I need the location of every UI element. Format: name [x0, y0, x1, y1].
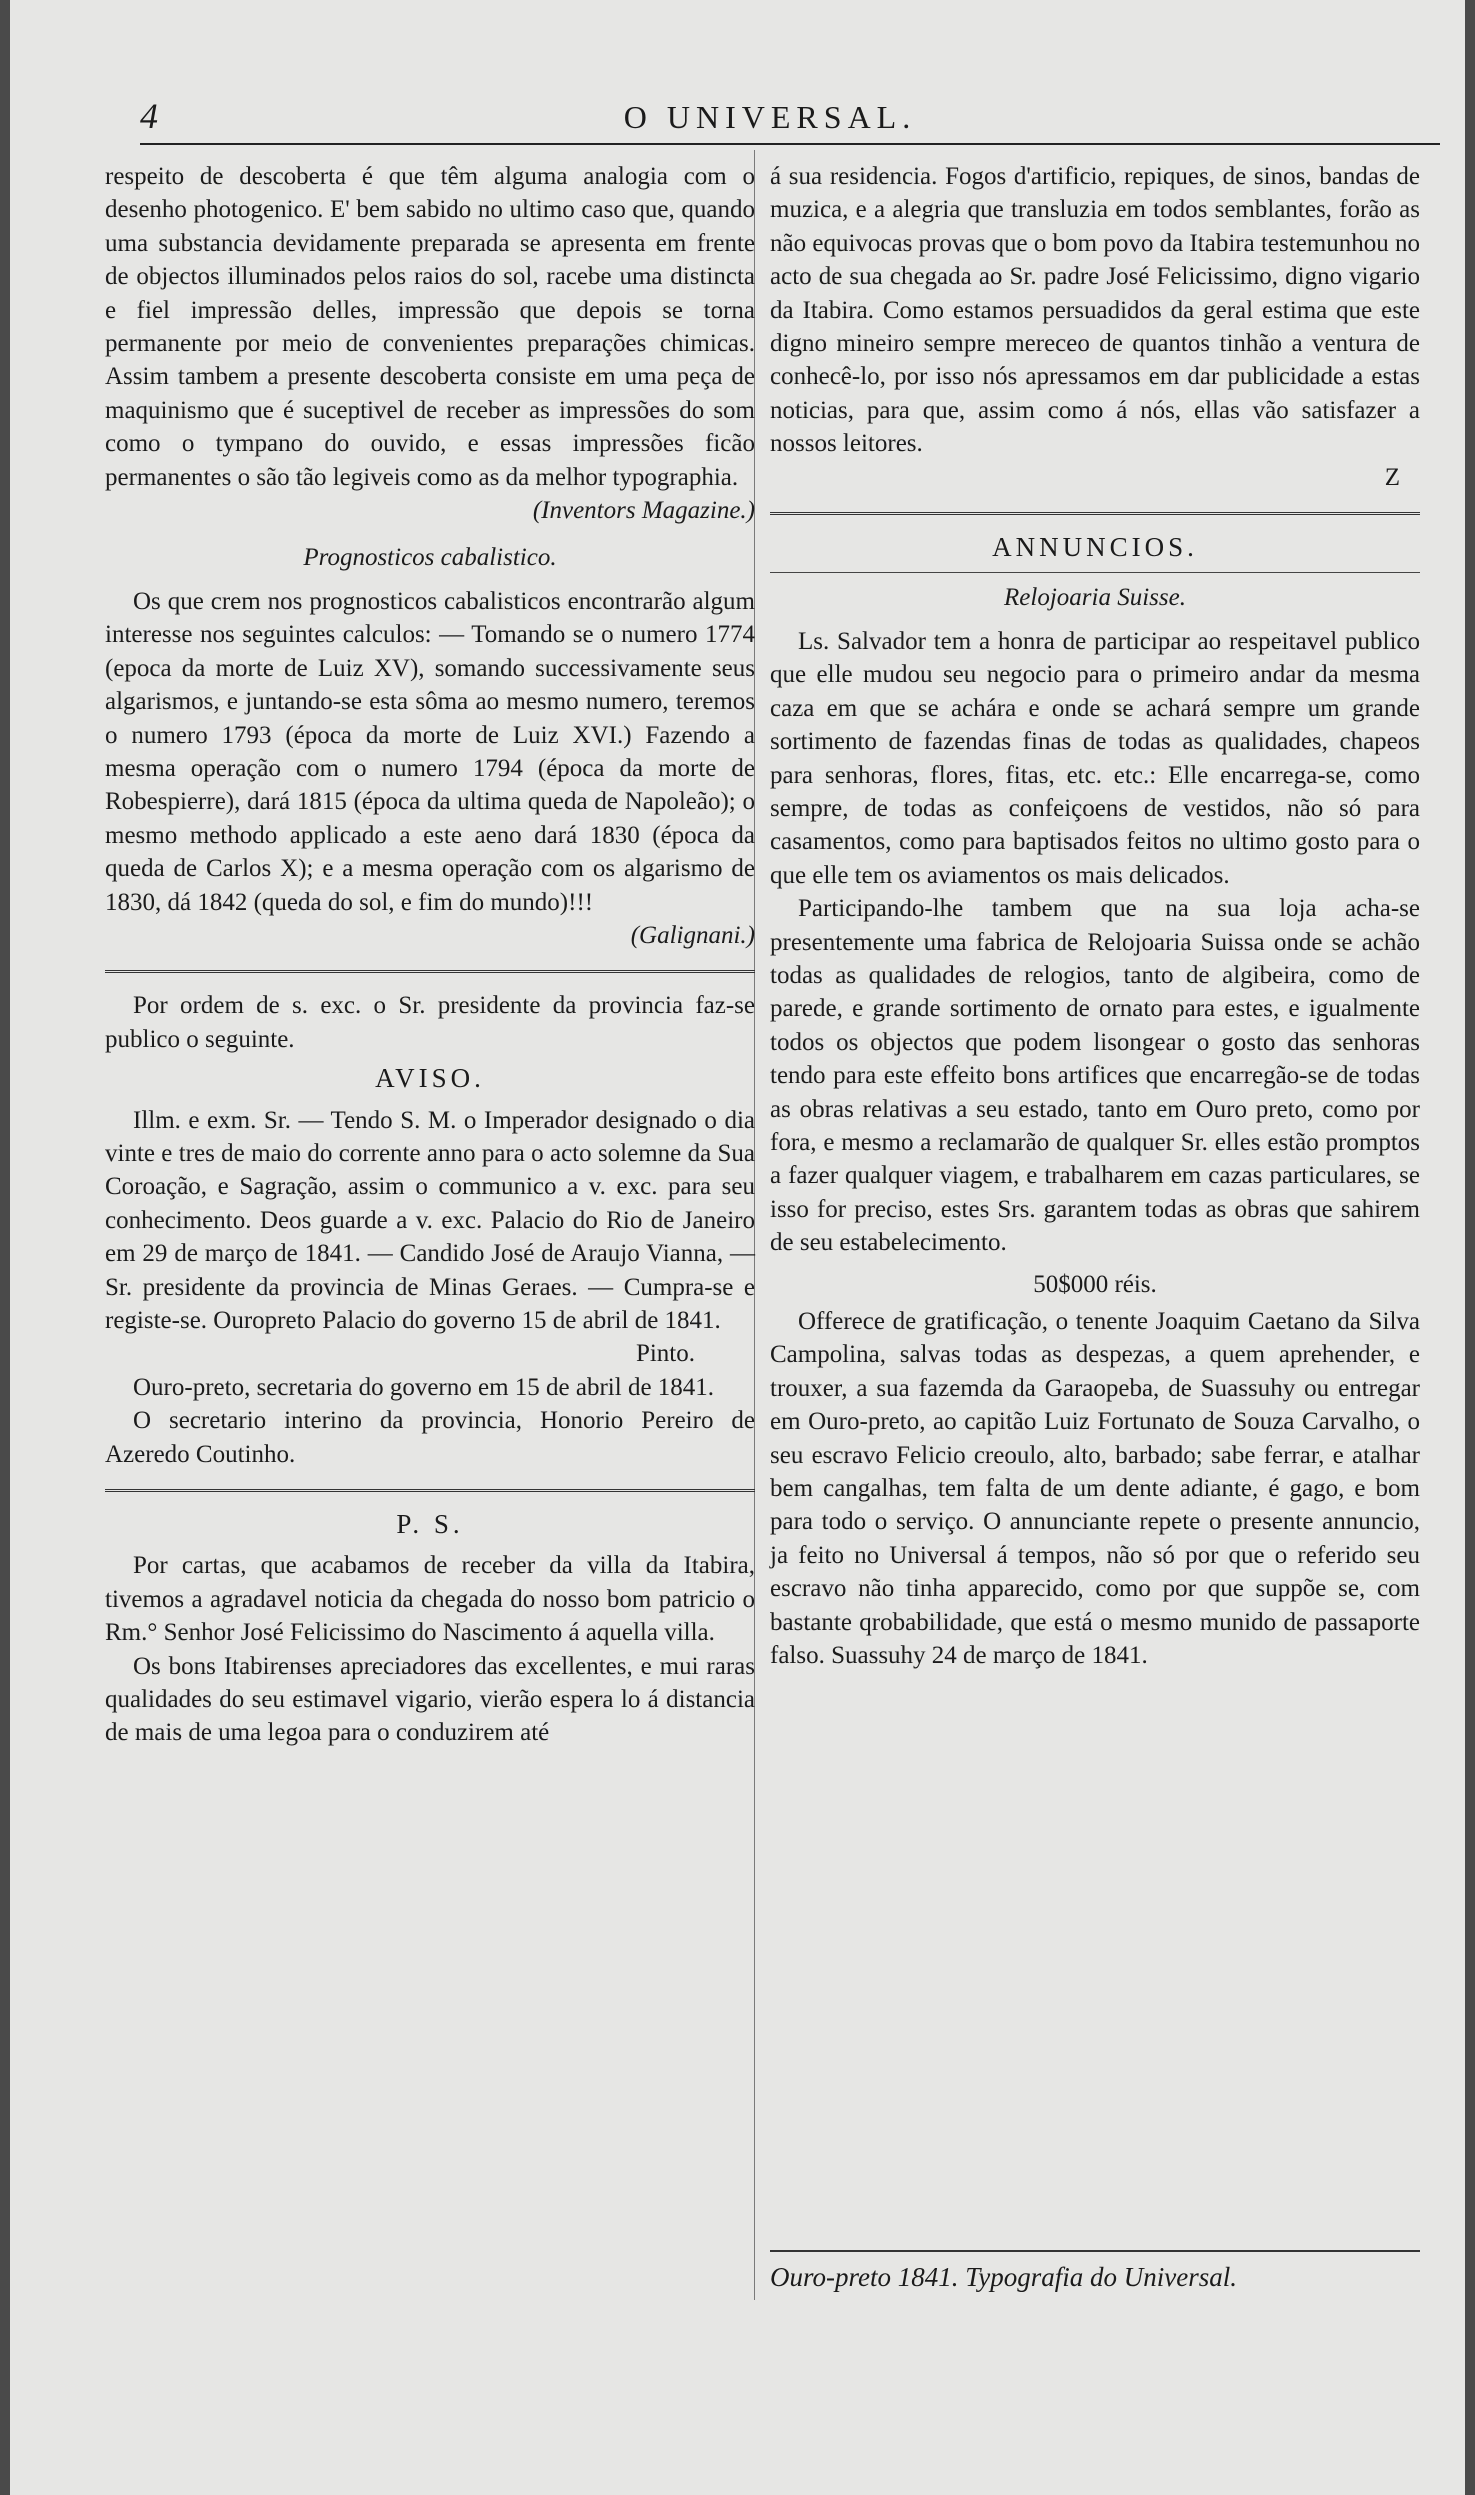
- ad-text: Participando-lhe tambem que na sua loja acha-se presentemente uma fabrica de Relojoaria Suissa onde se achão todas as qualidades de relogios, tanto de algibeira, como de parede, e grande sortimento de ornato para estes, e igualmente todos os objectos que podem lisongear o gosto das senhoras tendo para este effeito bons artifices que encarregão-se de todas as obras relativas a seu estado, tanto em Ouro preto, como por fora, e mesmo a reclamarão de qualquer Sr. elles estão promptos a fazer qualquer viagem, e trabalharem em cazas particulares, se isso for preciso, estes Srs. garantem todas as obras que sahirem de seu estabelecimento.: [770, 895, 1420, 1257]
- ad-text: Ls. Salvador tem a honra de participar ao respeitavel publico que elle mudou seu negocio para o primeiro andar da mesma caza em que se achára e onde se achará sempre um grande sortimento de fazendas finas de todas as qualidades, chapeos para senhoras, flores, fitas, etc. etc.: Elle encarrega-se, como sempre, de todas as confeiçoens de vestidos, não só para casamentos, como para baptisados feitos no ultimo gosto para o que elle tem os aviamentos os mais delicados.: [770, 627, 1420, 889]
- postscript-signature: Z: [1384, 463, 1400, 491]
- article-source: (Galignani.): [630, 921, 755, 949]
- heading-rule: [770, 572, 1420, 573]
- notice-signature: Pinto.: [635, 1340, 695, 1368]
- page-header: [100, 95, 1440, 145]
- notice-text: Illm. e exm. Sr. — Tendo S. M. o Imperador designado o dia vinte e tres de maio do corrente anno para o acto solemne da Sua Coroação, e Sagração, assim o communico a v. exc. para seu conhecimento. Deos guarde a v. exc. Palacio do Rio de Janeiro em 29 de março de 1841. — Candido José de Araujo Vianna, — Sr. presidente da provincia de Minas Geraes. — Cumpra-se e registe-se. Ouropreto Palacio do governo 15 de abril de 1841.: [105, 1106, 755, 1334]
- ad-heading: Relojoaria Suisse.: [1004, 584, 1186, 612]
- announcements-heading: ANNUNCIOS.: [992, 532, 1198, 563]
- article-heading: Prognosticos cabalistico.: [303, 544, 557, 572]
- notice-heading: AVISO.: [375, 1063, 485, 1094]
- article-text: Os que crem nos prognosticos cabalisticos encontrarão algum interesse nos seguintes calculos: — Tomando se o numero 1774 (epoca da morte de Luiz XV), somando successivamente seus algarismos, e juntando-se esta sôma ao mesmo numero, teremos o numero 1793 (época da morte de Luiz XVI.) Fazendo a mesma operação com o numero 1794 (época da morte de Robespierre), dará 1815 (época da ultima queda de Napoleão); o mesmo methodo applicado a este aeno dará 1830 (época da queda de Carlos X); e a mesma operação com os algarismo de 1830, dá 1842 (queda do sol, e fim do mundo)!!!: [105, 587, 755, 916]
- article-text: respeito de descoberta é que têm alguma analogia com o desenho photogenico. E' bem sabido no ultimo caso que, quando uma substancia devidamente preparada se apresenta em frente de objectos illuminados pelos raios do sol, racebe uma distincta e fiel impressão delles, impressão que depois se torna permanente por meio de convenientes preparações chimicas. Assim tambem a presente descoberta consiste em uma peça de maquinismo que é suceptivel de receber as impressões do som como o tympano do ouvido, e essas impressões ficão permanentes o são tão legiveis como as da melhor typographia.: [105, 163, 755, 491]
- reward-text: Offerece de gratificação, o tenente Joaquim Caetano da Silva Campolina, salvas todas as despezas, a quem aprehender, e trouxer, a sua fazemda da Garaopeba, de Suassuhy ou entregar em Ouro-preto, ao capitão Luiz Fortunato de Souza Carvalho, o seu escravo Felicio creoulo, alto, barbado; sabe ferrar, e atalhar bem cangalhas, tem falta de um dente adiante, é gago, e bom para todo o serviço. O annunciante repete o presente annuncio, ja feito no Universal á tempos, não só por que o referido seu escravo não tinha apparecido, como por que suppõe se, com bastante qrobabilidade, que está o mesmo munido de passaporte falso. Suassuhy 24 de março de 1841.: [770, 1308, 1420, 1670]
- article-source: (Inventors Magazine.): [532, 497, 755, 525]
- masthead: O UNIVERSAL.: [623, 99, 917, 135]
- section-divider: [105, 970, 755, 973]
- newspaper-page: [10, 0, 1465, 2495]
- postscript-text: Os bons Itabirenses apreciadores das excellentes, e mui raras qualidades do seu estimavel vigario, vierão espera lo á distancia de mais de uma legoa para o conduzirem até: [105, 1652, 755, 1747]
- section-divider: [770, 512, 1420, 515]
- postscript-text: Por cartas, que acabamos de receber da villa da Itabira, tivemos a agradavel noticia da chegada do nosso bom patricio o Rm.° Senhor José Felicissimo do Nascimento á aquella villa.: [105, 1552, 755, 1647]
- left-column: [105, 160, 755, 1750]
- imprint-footer: [770, 2250, 1420, 2293]
- right-column: [770, 160, 1420, 1672]
- notice-text: O secretario interino da provincia, Honorio Pereiro de Azeredo Coutinho.: [105, 1407, 755, 1468]
- header-rule: [140, 143, 1440, 145]
- postscript-text: á sua residencia. Fogos d'artificio, repiques, de sinos, bandas de muzica, e a alegria que transluzia em todos semblantes, forão as não equivocas provas que o bom povo da Itabira testemunhou no acto de sua chegada ao Sr. padre José Felicissimo, digno vigario da Itabira. Como estamos persuadidos da geral estima que este digno mineiro sempre mereceo de quantos tinhão a ventura de conhecê-lo, por isso nós apressamos em dar publicidade a estas noticias, para que, assim como á nós, ellas vão satisfazer a nossos leitores.: [770, 163, 1420, 458]
- section-divider: [105, 1489, 755, 1492]
- notice-text: Ouro-preto, secretaria do governo em 15 de abril de 1841.: [133, 1373, 715, 1401]
- imprint-text: Ouro-preto 1841. Typografia do Universal.: [770, 2262, 1237, 2292]
- postscript-heading: P. S.: [396, 1509, 464, 1540]
- notice-intro: Por ordem de s. exc. o Sr. presidente da provincia faz-se publico o seguinte.: [105, 992, 755, 1053]
- page-number: 4: [140, 96, 158, 136]
- footer-rule: [770, 2250, 1420, 2252]
- reward-heading: 50$000 réis.: [1033, 1270, 1157, 1298]
